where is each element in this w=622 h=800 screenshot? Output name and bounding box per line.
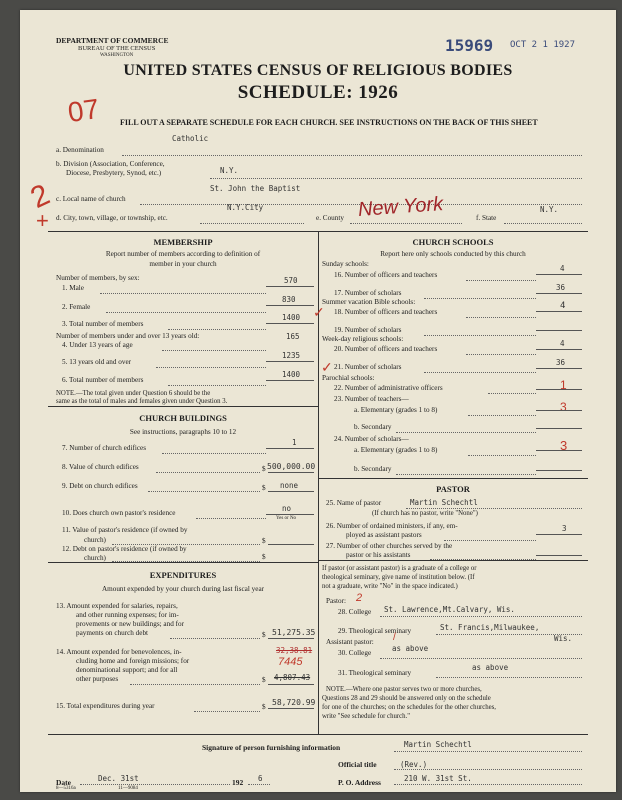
schools-sub: Report here only schools conducted by this church — [380, 250, 526, 258]
q14-label-3: denominational support; and for all — [76, 666, 178, 674]
q1-label: 1. Male — [62, 284, 84, 292]
q9-value: none — [280, 481, 299, 490]
under-over-label: Number of members under and over 13 years old: — [56, 332, 200, 340]
schools-heading: CHURCH SCHOOLS — [412, 237, 494, 247]
q15-label: 15. Total expenditures during year — [56, 702, 155, 710]
q7-label: 7. Number of church edifices — [62, 444, 147, 452]
q30-label: 30. College — [338, 649, 372, 657]
q17-label: 17. Number of scholars — [334, 289, 402, 297]
q4-label: 4. Under 13 years of age — [62, 341, 133, 349]
parochial-label: Parochial schools: — [322, 374, 375, 382]
pastor-label: Pastor: — [326, 597, 346, 605]
weekday-label: Week-day religious schools: — [322, 335, 404, 343]
membership-sub-1: Report number of members according to definition of — [105, 250, 261, 258]
official-title-value: (Rev.) — [400, 760, 428, 769]
q14-value-handwritten: 7445 — [278, 656, 303, 668]
q6-label: 6. Total number of members — [62, 376, 144, 384]
city-field-label: d. City, town, village, or township, etc. — [56, 214, 168, 222]
date-label: Date — [56, 778, 71, 787]
denomination-label: a. Denomination — [56, 146, 104, 154]
division-label: b. Division (Association, Conference, — [56, 160, 165, 168]
city-label: WASHINGTON — [100, 53, 134, 58]
q11-label-2: church) — [84, 536, 106, 544]
address-label: P. O. Address — [338, 778, 381, 787]
membership-heading: MEMBERSHIP — [153, 237, 213, 247]
pastor-intro-3: not a graduate, write "No" in the space indicated.) — [322, 583, 458, 590]
q31-value: as above — [472, 663, 509, 672]
pastor-heading: PASTOR — [436, 484, 470, 494]
q23a-label: a. Elementary (grades 1 to 8) — [354, 406, 438, 414]
q8-value: 500,000.00 — [267, 462, 316, 471]
q24a-label: a. Elementary (grades 1 to 8) — [354, 446, 438, 454]
q26-value: 3 — [562, 524, 567, 533]
pastor-note-2: Questions 28 and 29 should be answered only on the schedule — [322, 695, 491, 702]
signature-value: Martin Schechtl — [404, 740, 472, 749]
checkmark-2: ✓ — [321, 359, 333, 375]
division-label-2: Diocese, Presbytery, Synod, etc.) — [66, 169, 162, 177]
q27-label: 27. Number of other churches served by the — [326, 542, 453, 550]
q28-value: St. Lawrence,Mt.Calvary, Wis. — [384, 605, 515, 614]
year-value: 6 — [258, 774, 263, 783]
summer-label: Summer vacation Bible schools: — [322, 298, 416, 306]
form-id-1: 8—5316a — [56, 786, 76, 791]
q14-dollar: $ — [262, 676, 266, 684]
q16-label: 16. Number of officers and teachers — [334, 271, 438, 279]
q8-dollar: $ — [262, 465, 266, 473]
bureau-label: BUREAU OF THE CENSUS — [78, 45, 156, 52]
handwritten-07: 07 — [65, 92, 102, 129]
by-sex-label: Number of members, by sex: — [56, 274, 140, 282]
q31-label: 31. Theological seminary — [338, 669, 412, 677]
membership-note-2: same as the total of males and females given under Question 3. — [56, 398, 228, 405]
q14-value-typed: 4,807.43 — [274, 673, 311, 682]
q25-value: Martin Schechtl — [410, 498, 478, 507]
state-label: f. State — [476, 214, 497, 222]
q3-value: 1400 — [282, 313, 301, 322]
q13-value: 51,275.35 — [272, 628, 316, 637]
q26-label-2: ployed as assistant pastors — [346, 531, 422, 539]
q21-label: 21. Number of scholars — [334, 363, 402, 371]
membership-sub-2: member in your church — [149, 260, 217, 268]
q10-value: no — [282, 504, 292, 513]
instruction-line: FILL OUT A SEPARATE SCHEDULE FOR EACH CHURCH. SEE INSTRUCTIONS ON THE BACK OF THIS SHEET — [120, 118, 538, 127]
signature-label: Signature of person furnishing information — [202, 743, 341, 752]
q14-value-struck: 32,38.81 — [276, 646, 313, 655]
q7-value: 1 — [292, 438, 297, 447]
q13-label-4: payments on church debt — [76, 629, 149, 637]
q2-value: 830 — [282, 295, 296, 304]
q23a-value: 3 — [560, 400, 567, 414]
buildings-heading: CHURCH BUILDINGS — [139, 413, 227, 423]
city-value: N.Y.City — [227, 203, 264, 212]
q14-label-2: cluding home and foreign missions; for — [76, 657, 190, 665]
church-name-label: c. Local name of church — [56, 195, 126, 203]
q27-label-2: pastor or his assistants — [346, 551, 411, 559]
q22-value: 1 — [560, 378, 567, 392]
pastor-note-4: write "See schedule for church." — [322, 713, 411, 720]
q6-value: 1400 — [282, 370, 301, 379]
q5-value: 1235 — [282, 351, 301, 360]
checkmark-1: ✓ — [313, 304, 325, 320]
q12-label: 12. Debt on pastor's residence (if owned by — [62, 545, 187, 553]
q9-label: 9. Debt on church edifices — [62, 482, 138, 490]
q24b-label: b. Secondary — [354, 465, 392, 473]
q4-value: 165 — [286, 332, 300, 341]
address-value: 210 W. 31st St. — [404, 774, 472, 783]
pastor-handmark: 2 — [356, 592, 363, 604]
q8-label: 8. Value of church edifices — [62, 463, 139, 471]
q23b-label: b. Secondary — [354, 423, 392, 431]
schedule-title: SCHEDULE: 1926 — [237, 82, 399, 103]
stamp-number: 15969 — [445, 36, 494, 55]
q13-dollar: $ — [262, 631, 266, 639]
q21-value: 36 — [556, 358, 566, 367]
county-value: New York — [357, 193, 444, 221]
q20-label: 20. Number of officers and teachers — [334, 345, 438, 353]
pastor-intro-2: theological seminary, give name of institution below. (If — [322, 574, 475, 581]
official-title-label: Official title — [338, 760, 377, 769]
q10-label: 10. Does church own pastor's residence — [62, 509, 176, 517]
q15-dollar: $ — [262, 703, 266, 711]
q26-label: 26. Number of ordained ministers, if any, em- — [326, 522, 458, 530]
q18-label: 18. Number of officers and teachers — [334, 308, 438, 316]
buildings-sub: See instructions, paragraphs 10 to 12 — [129, 428, 237, 436]
q14-label-4: other purposes — [76, 675, 119, 683]
q11-dollar: $ — [262, 537, 266, 545]
census-schedule-sheet — [20, 10, 616, 792]
expenditures-heading: EXPENDITURES — [149, 570, 217, 580]
church-name-value: St. John the Baptist — [210, 184, 301, 193]
form-id-2: 11—9084 — [118, 786, 138, 791]
assistant-handmark: / — [393, 632, 396, 643]
q1-value: 570 — [284, 276, 298, 285]
county-label: e. County — [316, 214, 344, 222]
q2-label: 2. Female — [62, 303, 91, 311]
q13-label: 13. Amount expended for salaries, repairs, — [56, 602, 178, 610]
assistant-label: Assistant pastor: — [326, 638, 374, 646]
q13-label-3: provements or new buildings; and for — [76, 620, 184, 628]
main-title: UNITED STATES CENSUS OF RELIGIOUS BODIES — [123, 62, 513, 79]
q25-label: 25. Name of pastor — [326, 499, 382, 507]
q12-dollar: $ — [262, 553, 266, 561]
q12-label-2: church) — [84, 554, 106, 562]
q29-value-2: Wis. — [554, 634, 573, 643]
q29-value: St. Francis,Milwaukee, — [440, 623, 540, 632]
q15-value: 58,720.99 — [272, 698, 316, 707]
state-value: N.Y. — [540, 205, 559, 214]
q22-label: 22. Number of administrative officers — [334, 384, 443, 392]
q23-label: 23. Number of teachers— — [334, 395, 409, 403]
q19-label: 19. Number of scholars — [334, 326, 402, 334]
sunday-label: Sunday schools: — [322, 260, 369, 268]
q29-label: 29. Theological seminary — [338, 627, 412, 635]
pastor-intro-1: If pastor (or assistant pastor) is a graduate of a college or — [322, 565, 477, 572]
q17-value: 36 — [556, 283, 566, 292]
year-prefix: 192 — [232, 778, 244, 787]
q24-label: 24. Number of scholars— — [334, 435, 409, 443]
q13-label-2: and other running expenses; for im- — [76, 611, 179, 619]
q16-value: 4 — [560, 264, 565, 273]
q24a-value: 3 — [560, 438, 568, 453]
handwritten-plus: + — [36, 208, 49, 233]
expenditures-sub: Amount expended by your church during last fiscal year — [101, 585, 265, 593]
pastor-note-1: NOTE.—Where one pastor serves two or more churches, — [326, 686, 482, 693]
department-label: DEPARTMENT OF COMMERCE — [56, 36, 169, 45]
q5-label: 5. 13 years old and over — [62, 358, 132, 366]
q11-label: 11. Value of pastor's residence (if owned by — [62, 526, 188, 534]
handwritten-margin: 2 — [25, 178, 55, 216]
q3-label: 3. Total number of members — [62, 320, 144, 328]
stamp-date: OCT 2 1 1927 — [510, 40, 576, 50]
q25-hint: (If church has no pastor, write "None") — [372, 510, 478, 517]
denomination-value: Catholic — [172, 134, 209, 143]
division-value: N.Y. — [220, 166, 239, 175]
q9-dollar: $ — [262, 484, 266, 492]
q28-label: 28. College — [338, 608, 372, 616]
q18-value: 4 — [560, 301, 566, 311]
q20-value: 4 — [560, 339, 565, 348]
q30-value: as above — [392, 644, 429, 653]
q14-label: 14. Amount expended for benevolences, in- — [56, 648, 182, 656]
q10-hint: Yes or No — [276, 516, 297, 521]
date-value: Dec. 31st — [98, 774, 139, 783]
pastor-note-3: for one of the churches; on the schedules for the other churches, — [322, 704, 497, 711]
membership-note-1: NOTE.—The total given under Question 6 should be the — [56, 390, 211, 397]
